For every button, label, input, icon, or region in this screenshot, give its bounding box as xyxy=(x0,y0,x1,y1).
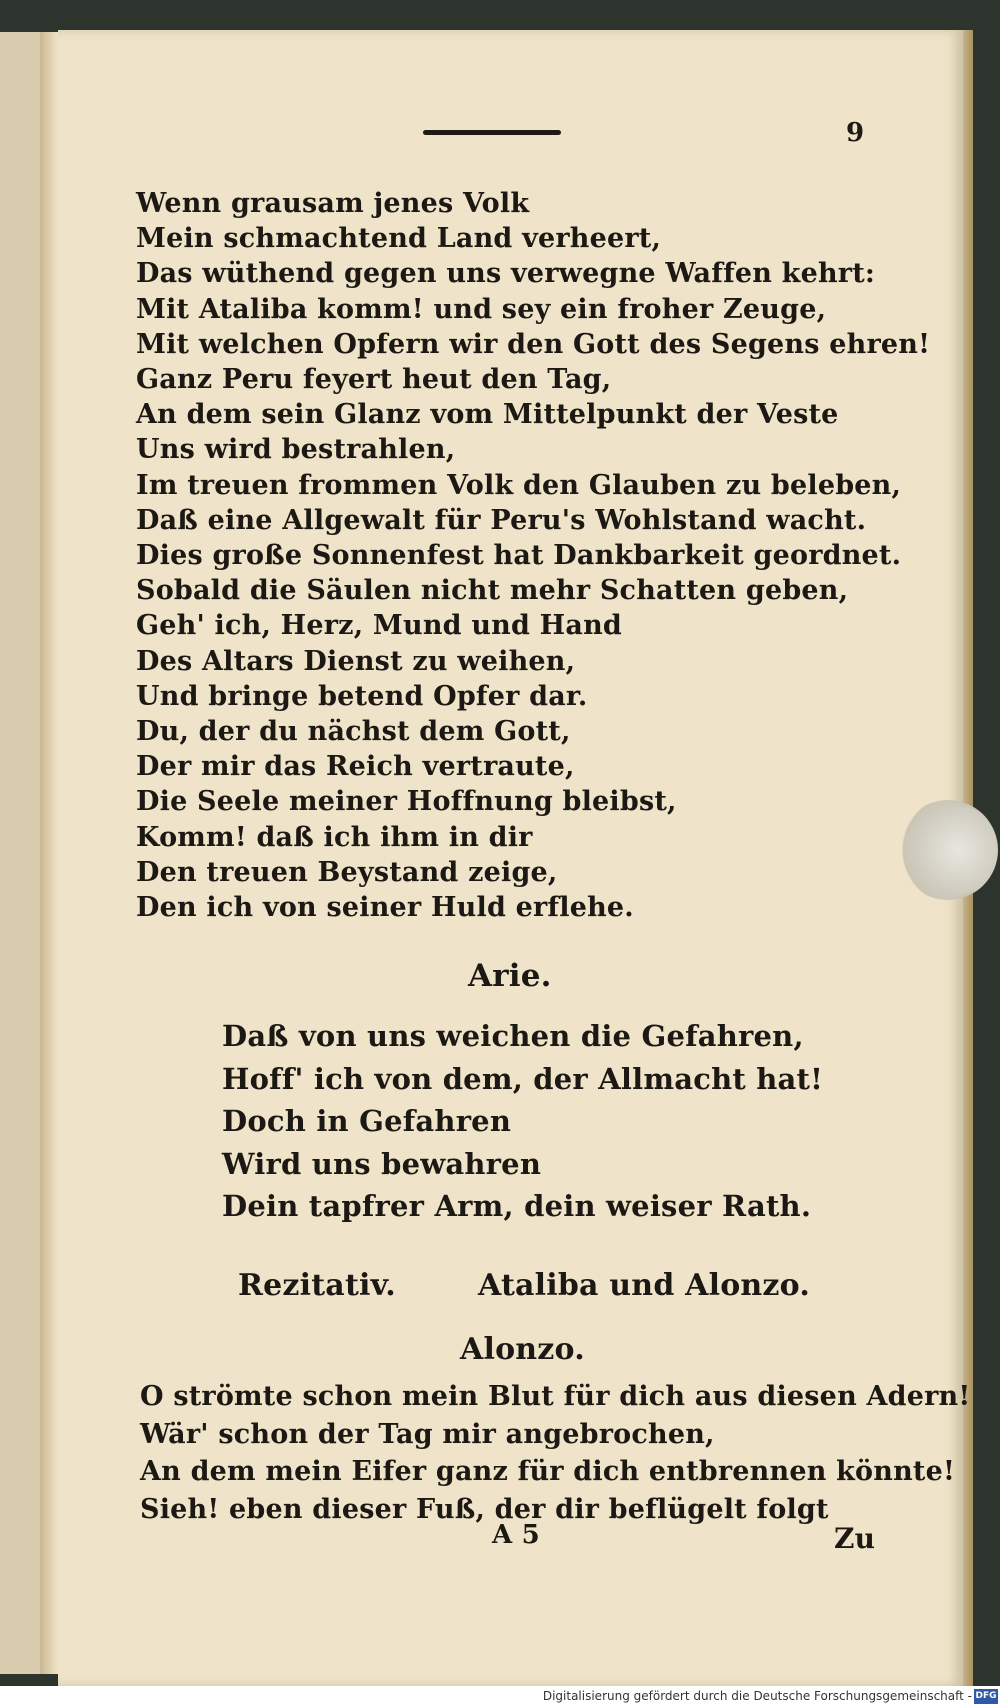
dfg-logo: DFG xyxy=(974,1689,998,1704)
text-line: Sobald die Säulen nicht mehr Schatten geben, xyxy=(136,575,849,607)
text-line: An dem sein Glanz vom Mittelpunkt der Veste xyxy=(136,399,839,431)
text-line: Dein tapfrer Arm, dein weiser Rath. xyxy=(222,1189,812,1223)
page-number: 9 xyxy=(846,118,865,148)
aria-heading: Arie. xyxy=(468,958,552,994)
text-line: Und bringe betend Opfer dar. xyxy=(136,680,588,712)
text-line: Du, der du nächst dem Gott, xyxy=(136,716,571,748)
text-line: Doch in Gefahren xyxy=(222,1104,512,1138)
dialogue-text xyxy=(140,1378,970,1528)
text-line: Der mir das Reich vertraute, xyxy=(136,751,575,783)
text-line: Des Altars Dienst zu weihen, xyxy=(136,645,576,677)
text-line: Sieh! eben dieser Fuß, der dir beflügelt folgt xyxy=(140,1493,829,1525)
signature-mark: A 5 xyxy=(492,1520,540,1550)
aria-text xyxy=(222,1015,823,1228)
speaker-name: Alonzo. xyxy=(460,1332,585,1367)
text-line: Komm! daß ich ihm in dir xyxy=(136,821,533,853)
catchword: Zu xyxy=(834,1522,876,1555)
header-rule xyxy=(423,130,561,135)
text-line: O strömte schon mein Blut für dich aus diesen Adern! xyxy=(140,1381,971,1412)
text-line: Dies große Sonnenfest hat Dankbarkeit geordnet. xyxy=(136,540,902,572)
recitative-label: Rezitativ. xyxy=(238,1268,396,1303)
text-line: Mit welchen Opfern wir den Gott des Segens ehren! xyxy=(136,328,931,360)
footer-credit: Digitalisierung gefördert durch die Deutsche Forschungsgemeinschaft - xyxy=(542,1689,972,1703)
page-weight-lens xyxy=(898,800,998,900)
text-line: Den ich von seiner Huld erflehe. xyxy=(136,892,634,924)
text-line: Ganz Peru feyert heut den Tag, xyxy=(136,364,612,396)
text-line: Geh' ich, Herz, Mund und Hand xyxy=(136,610,622,642)
recitative-persons: Ataliba und Alonzo. xyxy=(478,1268,810,1303)
text-line: Mein schmachtend Land verheert, xyxy=(136,223,662,255)
text-line: An dem mein Eifer ganz für dich entbrennen könnte! xyxy=(140,1456,956,1487)
text-line: Mit Ataliba komm! und sey ein froher Zeuge, xyxy=(136,293,827,325)
gutter-shadow xyxy=(40,32,58,1674)
text-line: Den treuen Beystand zeige, xyxy=(136,856,558,888)
text-line: Uns wird bestrahlen, xyxy=(136,434,456,466)
text-line: Die Seele meiner Hoffnung bleibst, xyxy=(136,786,677,818)
footer-bar xyxy=(0,1686,1000,1707)
text-line: Wird uns bewahren xyxy=(222,1146,542,1181)
text-line: Daß von uns weichen die Gefahren, xyxy=(222,1019,804,1053)
recitative-text xyxy=(136,186,930,925)
text-line: Daß eine Allgewalt für Peru's Wohlstand wacht. xyxy=(136,504,867,536)
text-line: Hoff' ich von dem, der Allmacht hat! xyxy=(222,1061,824,1096)
text-line: Wenn grausam jenes Volk xyxy=(136,188,530,219)
text-line: Im treuen frommen Volk den Glauben zu beleben, xyxy=(136,469,902,501)
text-line: Das wüthend gegen uns verwegne Waffen kehrt: xyxy=(136,258,876,290)
text-line: Wär' schon der Tag mir angebrochen, xyxy=(140,1418,715,1450)
